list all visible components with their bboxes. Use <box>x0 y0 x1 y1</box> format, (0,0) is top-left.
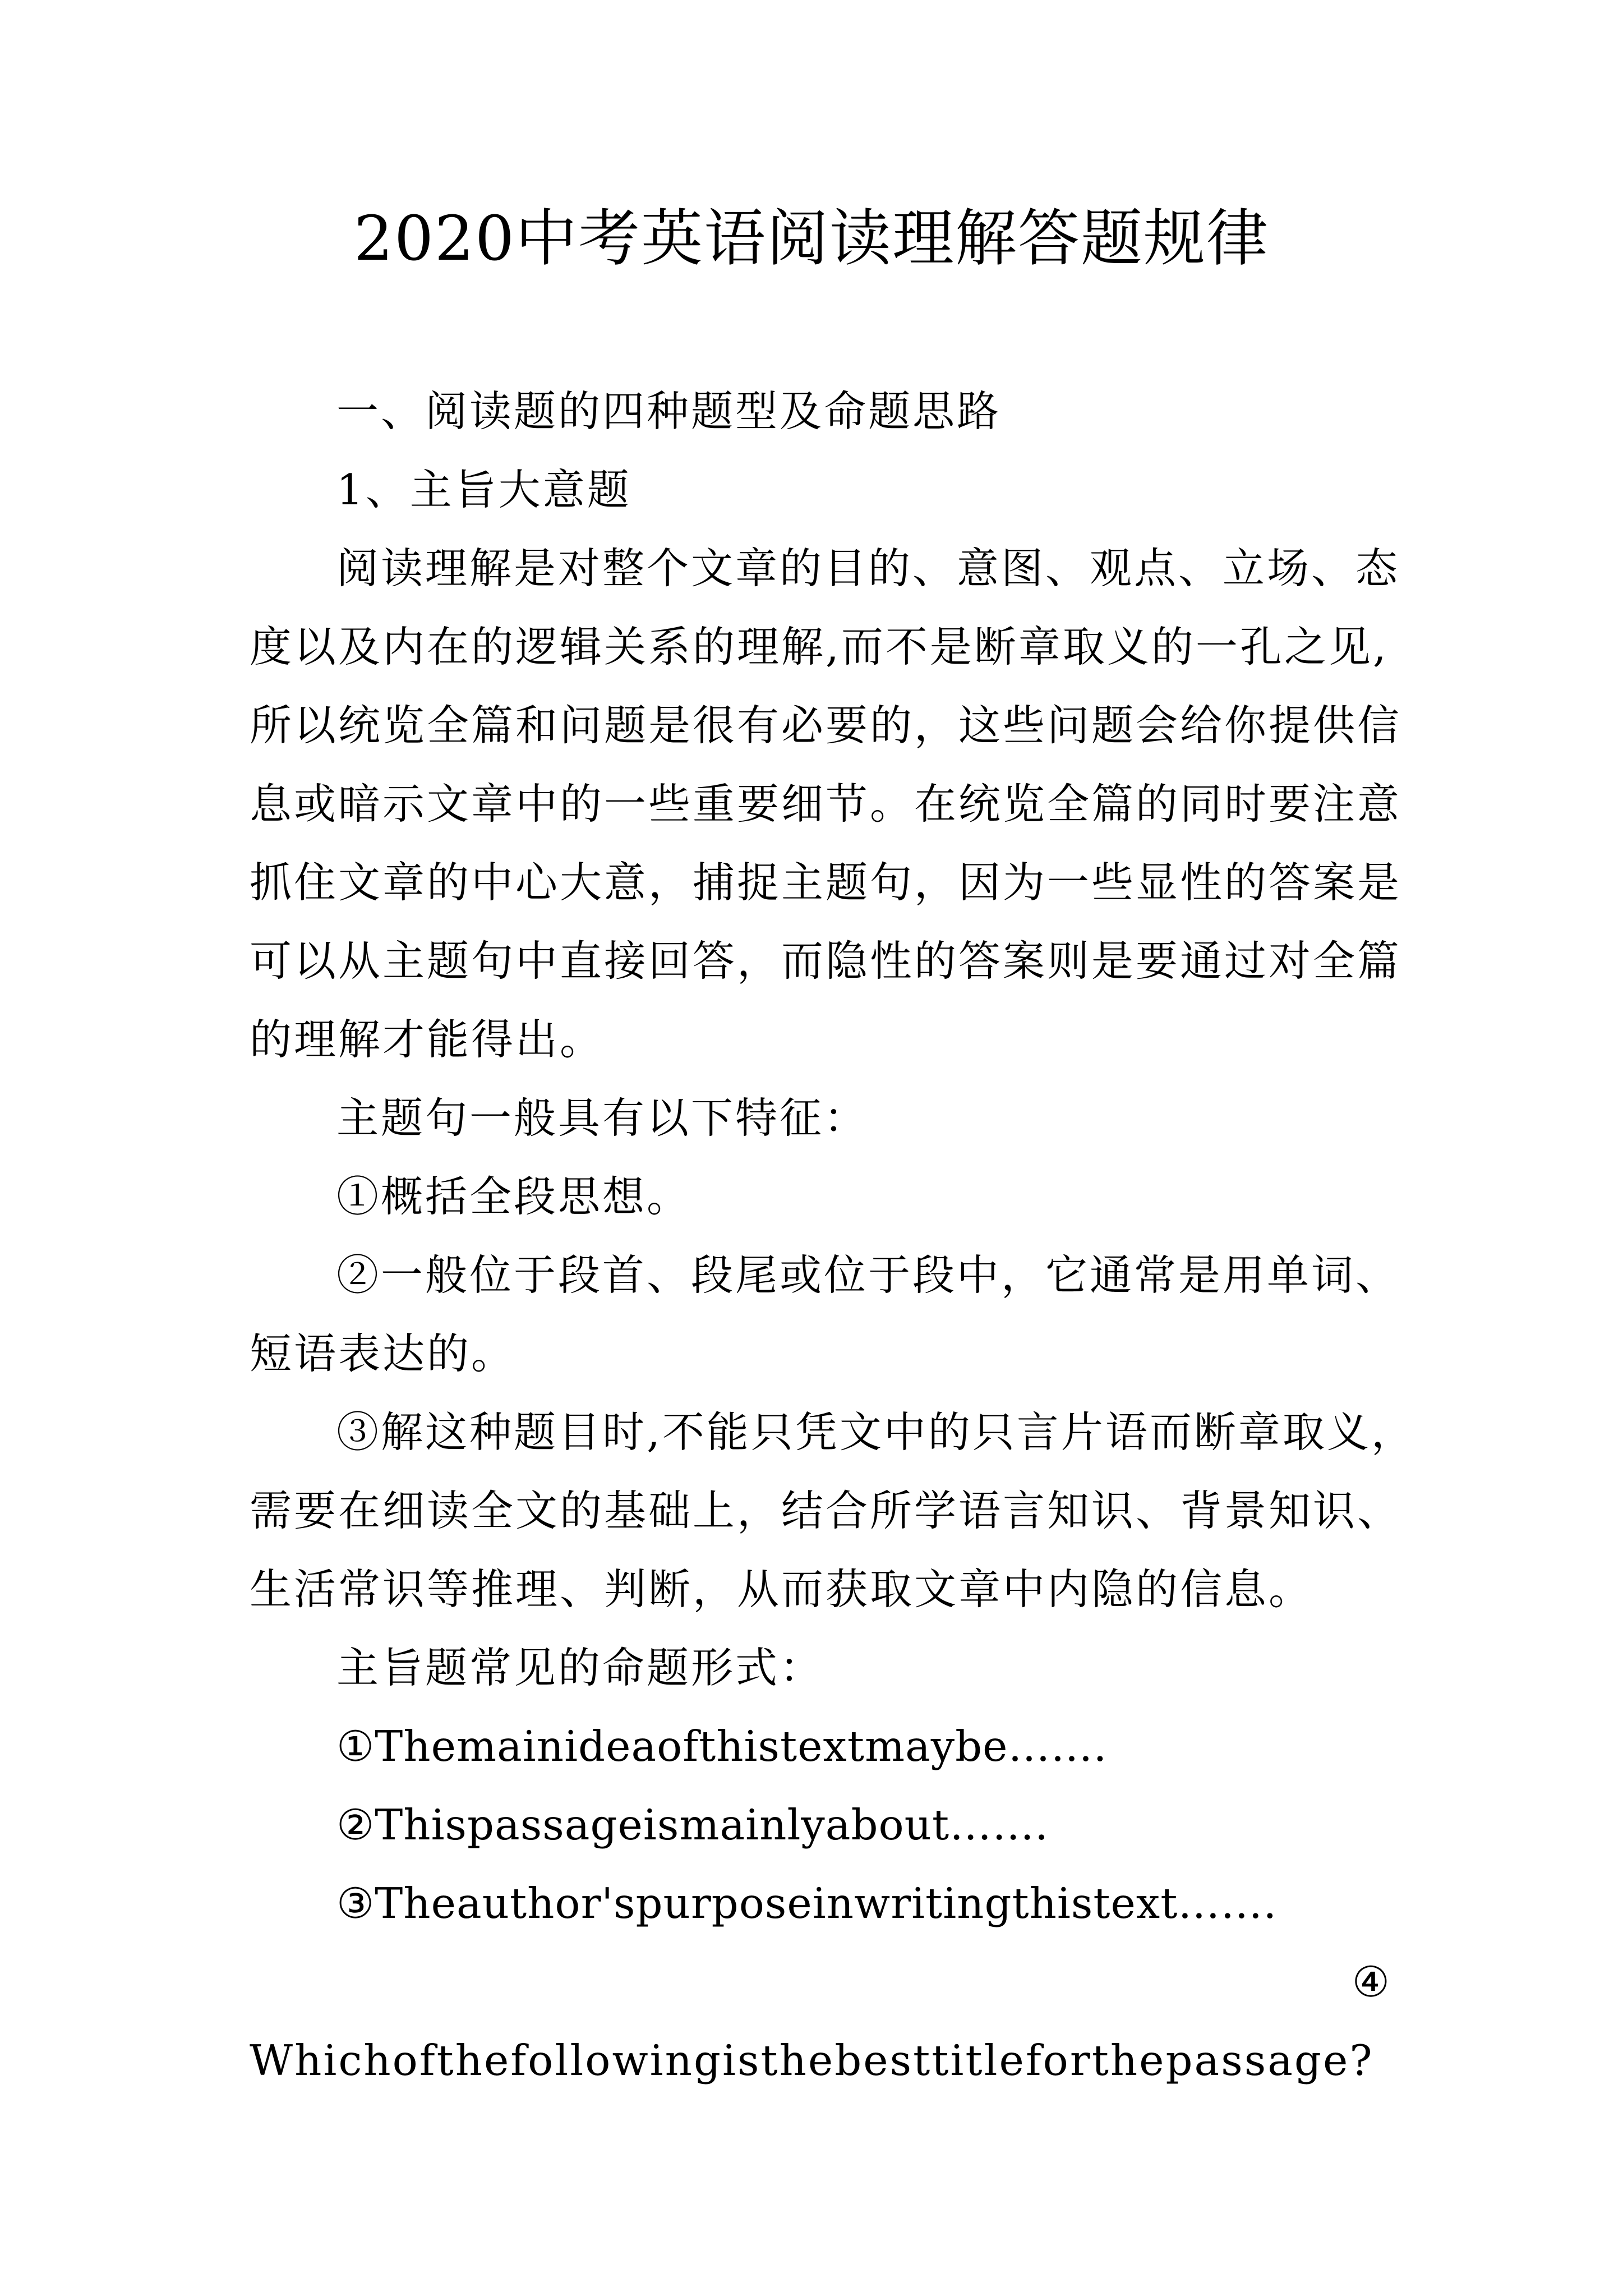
list-item: ②Thispassageismainlyabout……. <box>336 1800 1049 1849</box>
paragraph-line: 息或暗示文章中的一些重要细节。在统览全篇的同时要注意 <box>250 779 1402 829</box>
paragraph-line: 可以从主题句中直接回答，而隐性的答案则是要通过对全篇 <box>250 936 1402 986</box>
list-item: Whichofthefollowingisthebesttitleforthepassage? <box>250 2036 1374 2085</box>
subsection-heading: 1、主旨大意题 <box>336 465 631 514</box>
list-item: ③Theauthor'spurposeinwritingthistext……. <box>336 1879 1278 1928</box>
list-item-continuation: 需要在细读全文的基础上，结合所学语言知识、背景知识、 <box>250 1486 1402 1535</box>
list-item: ①概括全段思想。 <box>336 1172 691 1221</box>
paragraph-line: 度以及内在的逻辑关系的理解,而不是断章取义的一孔之见, <box>250 622 1389 671</box>
list-item-marker: ④ <box>1352 1957 1392 2007</box>
section-heading: 一、阅读题的四种题型及命题思路 <box>336 386 1002 436</box>
list-item-continuation: 短语表达的。 <box>250 1329 516 1378</box>
list-item-continuation: 生活常识等推理、判断，从而获取文章中内隐的信息。 <box>250 1565 1313 1614</box>
list-item: ③解这种题目时,不能只凭文中的只言片语而断章取义， <box>336 1407 1415 1457</box>
paragraph-line: 的理解才能得出。 <box>250 1015 605 1064</box>
paragraph-line: 主题句一般具有以下特征： <box>336 1093 869 1143</box>
paragraph-line: 阅读理解是对整个文章的目的、意图、观点、立场、态 <box>336 544 1400 593</box>
paragraph-line: 主旨题常见的命题形式： <box>336 1643 824 1692</box>
list-item: ②一般位于段首、段尾或位于段中，它通常是用单词、 <box>336 1250 1400 1300</box>
paragraph-line: 所以统览全篇和问题是很有必要的，这些问题会给你提供信 <box>250 701 1402 750</box>
document-title: 2020中考英语阅读理解答题规律 <box>354 203 1269 274</box>
list-item: ①Themainideaofthistextmaybe……. <box>336 1722 1108 1771</box>
paragraph-line: 抓住文章的中心大意，捕捉主题句，因为一些显性的答案是 <box>250 858 1402 907</box>
